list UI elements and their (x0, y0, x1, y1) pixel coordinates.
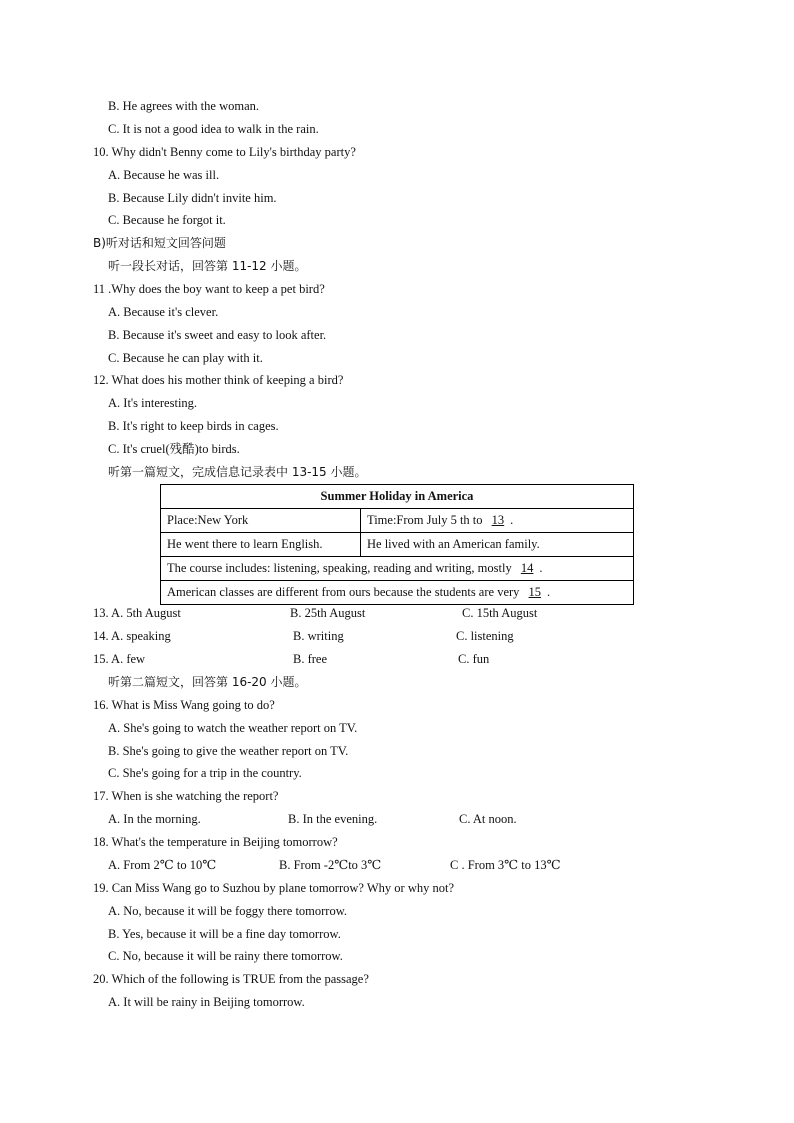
table-lived-cell: He lived with an American family. (361, 533, 634, 557)
q19-option-b: B. Yes, because it will be a fine day tomorrow. (108, 927, 341, 941)
q12-option-c: C. It's cruel(残酷)to birds. (108, 442, 240, 456)
q13-option-b: B. 25th August (290, 606, 366, 620)
passage1-instruction: 听第一篇短文，完成信息记录表中 13-15 小题。 (108, 465, 367, 479)
course-label: The course includes: listening, speaking, reading and writing, mostly (167, 561, 512, 575)
q10-option-b: B. Because Lily didn't invite him. (108, 191, 277, 205)
q10-option-c: C. Because he forgot it. (108, 213, 226, 227)
q14-option-c: C. listening (456, 629, 514, 643)
q12-question: 12. What does his mother think of keeping a bird? (93, 373, 344, 387)
passage2-instruction: 听第二篇短文，回答第 16-20 小题。 (108, 675, 307, 689)
q17-question: 17. When is she watching the report? (93, 789, 279, 803)
q18-option-b: B. From -2℃to 3℃ (279, 858, 382, 872)
q11-option-a: A. Because it's clever. (108, 305, 219, 319)
q15-option-c: C. fun (458, 652, 490, 666)
classes-label: American classes are different from ours because the students are very (167, 585, 520, 599)
q19-option-a: A. No, because it will be foggy there tomorrow. (108, 904, 348, 918)
table-title: Summer Holiday in America (161, 485, 634, 509)
q11-question: 11 .Why does the boy want to keep a pet bird? (93, 282, 325, 296)
q14-option-a: 14. A. speaking (93, 629, 171, 643)
blank-13: 13 (491, 513, 505, 527)
q20-question: 20. Which of the following is TRUE from the passage? (93, 972, 369, 986)
q11-option-c: C. Because he can play with it. (108, 351, 263, 365)
q15-option-a: 15. A. few (93, 652, 146, 666)
section-b-heading: B)听对话和短文回答问题 (93, 236, 226, 250)
q10-option-a: A. Because he was ill. (108, 168, 220, 182)
q13-option-c: C. 15th August (462, 606, 538, 620)
q19-option-c: C. No, because it will be rainy there tomorrow. (108, 949, 343, 963)
info-record-table (160, 484, 634, 605)
q10-question: 10. Why didn't Benny come to Lily's birthday party? (93, 145, 356, 159)
q16-question: 16. What is Miss Wang going to do? (93, 698, 275, 712)
table-place-cell: Place:New York (161, 509, 361, 533)
q18-option-a: A. From 2℃ to 10℃ (108, 858, 217, 872)
q17-option-c: C. At noon. (459, 812, 517, 826)
q17-option-b: B. In the evening. (288, 812, 378, 826)
blank-14: 14 (520, 561, 534, 575)
table-time-cell: Time:From July 5 th to 13 . (361, 509, 634, 533)
q9-option-b: B. He agrees with the woman. (108, 99, 260, 113)
q18-question: 18. What's the temperature in Beijing tomorrow? (93, 835, 338, 849)
q17-option-a: A. In the morning. (108, 812, 201, 826)
q12-option-b: B. It's right to keep birds in cages. (108, 419, 279, 433)
q12-option-a: A. It's interesting. (108, 396, 198, 410)
q16-option-b: B. She's going to give the weather report on TV. (108, 744, 349, 758)
q16-option-a: A. She's going to watch the weather report on TV. (108, 721, 358, 735)
table-classes-cell: American classes are different from ours because the students are very 15 . (161, 581, 634, 605)
q16-option-c: C. She's going for a trip in the country. (108, 766, 302, 780)
q11-option-b: B. Because it's sweet and easy to look after. (108, 328, 327, 342)
dialogue-instruction: 听一段长对话，回答第 11-12 小题。 (108, 259, 307, 273)
q13-option-a: 13. A. 5th August (93, 606, 181, 620)
table-learn-cell: He went there to learn English. (161, 533, 361, 557)
time-label: Time:From July 5 th to (367, 513, 483, 527)
q19-question: 19. Can Miss Wang go to Suzhou by plane tomorrow? Why or why not? (93, 881, 454, 895)
q20-option-a: A. It will be rainy in Beijing tomorrow. (108, 995, 305, 1009)
q15-option-b: B. free (293, 652, 328, 666)
q9-option-c: C. It is not a good idea to walk in the rain. (108, 122, 319, 136)
table-course-cell: The course includes: listening, speaking, reading and writing, mostly 14 . (161, 557, 634, 581)
q18-option-c: C . From 3℃ to 13℃ (450, 858, 561, 872)
blank-15: 15 (528, 585, 542, 599)
q14-option-b: B. writing (293, 629, 344, 643)
